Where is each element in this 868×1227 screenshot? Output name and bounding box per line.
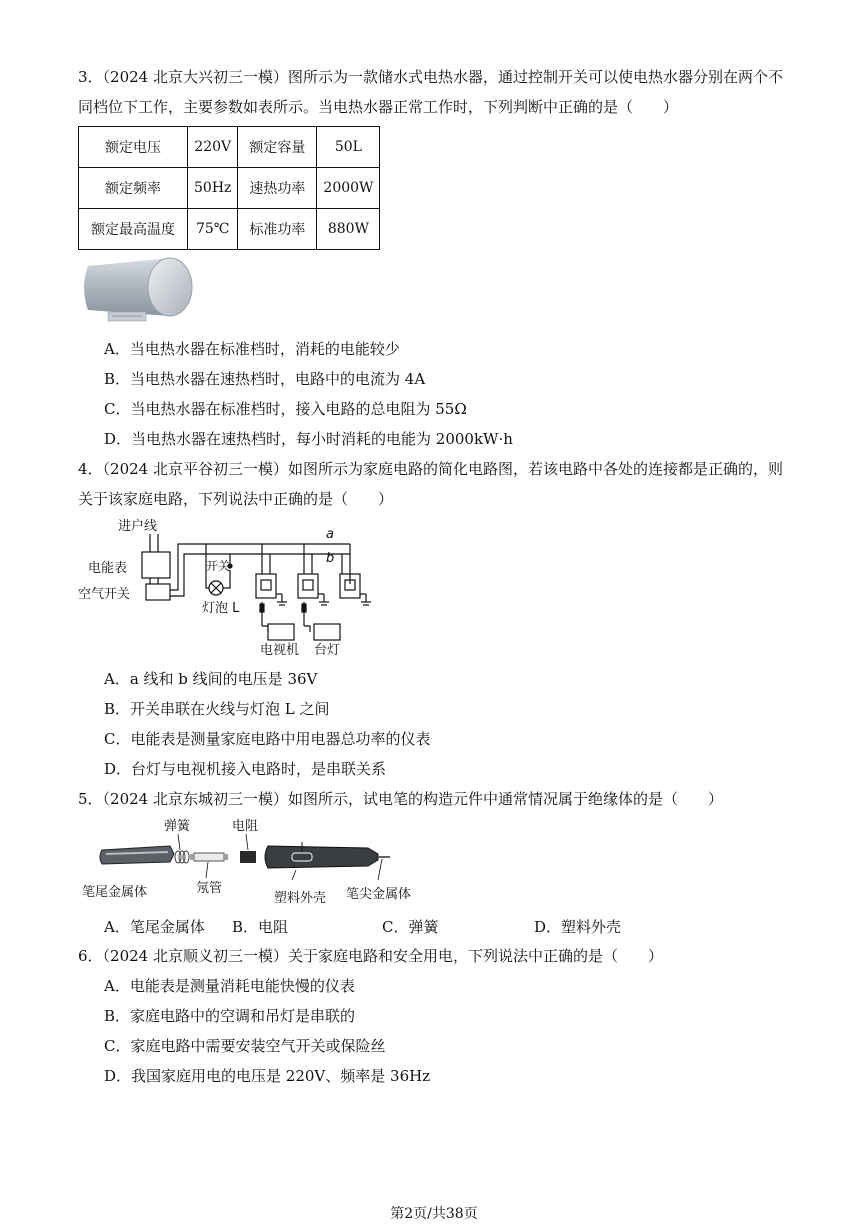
tv-box (268, 624, 294, 640)
breaker-label: 空气开关 (78, 587, 131, 602)
table-row (79, 209, 380, 250)
q4-option-d: D．台灯与电视机接入电路时，是串联关系 (104, 760, 387, 778)
table-cell: 220V (188, 127, 238, 168)
table-cell: 50Hz (188, 168, 238, 209)
breaker-box (146, 584, 170, 600)
meter-label: 电能表 (88, 561, 128, 576)
socket-icon (298, 574, 318, 598)
q4-stem-line1: 4．（2024 北京平谷初三一模）如图所示为家庭电路的简化电路图，若该电路中各处的连接都是正确的，则 (78, 460, 783, 478)
entry-line-label: 进户线 (118, 519, 158, 534)
q3-option-d: D．当电热水器在速热档时，每小时消耗的电能为 2000kW·h (104, 430, 513, 448)
desk-lamp-box (314, 624, 340, 640)
q5-option-a: A．笔尾金属体 (104, 918, 205, 936)
page-footer: 第2页/共38页 (390, 1206, 478, 1222)
test-pen-diagram (78, 814, 418, 910)
q5-option-c: C．弹簧 (382, 918, 439, 936)
plastic-shell (265, 846, 378, 868)
spring-label: 弹簧 (164, 819, 191, 834)
q3-option-b: B．当电热水器在速热档时，电路中的电流为 4A (104, 370, 426, 388)
switch-label: 开关 (206, 559, 231, 573)
water-heater-image (78, 254, 198, 328)
meter-box (142, 552, 170, 578)
q6-option-d: D．我国家庭用电的电压是 220V、频率是 36Hz (104, 1067, 431, 1085)
desk-lamp-label: 台灯 (314, 643, 341, 658)
line-a-label: a (326, 527, 334, 542)
neon-tube (194, 853, 224, 861)
q3-stem-line1: 3．（2024 北京大兴初三一模）图所示为一款储水式电热水器，通过控制开关可以使电热水器分别在两个不 (78, 68, 783, 86)
q4-stem-line2: 关于该家庭电路，下列说法中正确的是（ ） (78, 490, 394, 508)
q6-option-a: A．电能表是测量消耗电能快慢的仪表 (104, 977, 355, 995)
table-cell: 880W (317, 209, 380, 250)
table-row (79, 168, 380, 209)
socket-icon (256, 574, 276, 598)
line-b-label: b (326, 551, 335, 566)
q3-parameter-table (78, 126, 380, 250)
q3-stem-line2: 同档位下工作，主要参数如表所示。当电热水器正常工作时，下列判断中正确的是（ ） (78, 98, 679, 116)
household-circuit-diagram (78, 514, 398, 664)
table-cell: 标准功率 (238, 209, 317, 250)
table-cell: 2000W (317, 168, 380, 209)
q6-option-c: C．家庭电路中需要安装空气开关或保险丝 (104, 1037, 386, 1055)
neon-label: 氖管 (196, 881, 223, 896)
q6-stem-line1: 6．（2024 北京顺义初三一模）关于家庭电路和安全用电，下列说法中正确的是（ ） (78, 947, 663, 965)
table-cell: 75℃ (188, 209, 238, 250)
q5-option-b: B．电阻 (232, 918, 289, 936)
q5-option-d: D．塑料外壳 (534, 918, 622, 936)
table-cell: 速热功率 (238, 168, 317, 209)
q4-option-b: B．开关串联在火线与灯泡 L 之间 (104, 700, 330, 718)
resistor-icon (240, 851, 256, 863)
q4-option-c: C．电能表是测量家庭电路中用电器总功率的仪表 (104, 730, 431, 748)
q3-option-c: C．当电热水器在标准档时，接入电路的总电阻为 55Ω (104, 400, 467, 418)
table-cell: 额定电压 (79, 127, 188, 168)
q5-stem-line1: 5．（2024 北京东城初三一模）如图所示，试电笔的构造元件中通常情况属于绝缘体的是（ ） (78, 790, 723, 808)
table-cell: 额定最高温度 (79, 209, 188, 250)
shell-label: 塑料外壳 (274, 891, 327, 906)
tip-metal-label: 笔尖金属体 (346, 887, 412, 902)
table-row (79, 127, 380, 168)
tv-label: 电视机 (260, 643, 300, 658)
tail-metal-label: 笔尾金属体 (82, 885, 148, 900)
q4-option-a: A．a 线和 b 线间的电压是 36V (104, 670, 318, 688)
resistor-label: 电阻 (232, 819, 259, 834)
spring-icon (175, 851, 189, 863)
table-cell: 50L (317, 127, 380, 168)
table-cell: 额定容量 (238, 127, 317, 168)
q6-option-b: B．家庭电路中的空调和吊灯是串联的 (104, 1007, 356, 1025)
bulb-label: 灯泡 L (202, 601, 240, 616)
q3-option-a: A．当电热水器在标准档时，消耗的电能较少 (104, 340, 400, 358)
pen-tail-metal (100, 846, 174, 864)
table-cell: 额定频率 (79, 168, 188, 209)
